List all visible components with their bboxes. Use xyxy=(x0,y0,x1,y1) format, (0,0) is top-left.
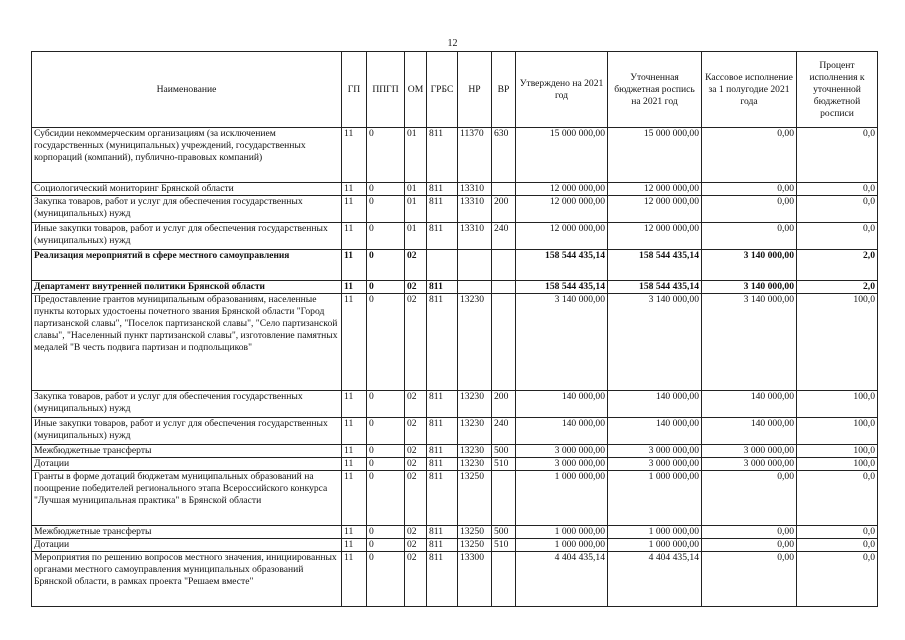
cell-grbs: 811 xyxy=(427,526,458,539)
cell-om: 02 xyxy=(405,526,427,539)
cell-vr xyxy=(492,281,516,294)
cell-np: 13310 xyxy=(458,223,492,250)
cell-gp: 11 xyxy=(342,183,367,196)
cell-percent: 2,0 xyxy=(797,281,878,294)
cell-grbs: 811 xyxy=(427,183,458,196)
header-grbs: ГРБС xyxy=(427,52,458,128)
cell-gp: 11 xyxy=(342,223,367,250)
cell-refined: 3 000 000,00 xyxy=(608,458,702,471)
cell-name: Реализация мероприятий в сфере местного самоуправления xyxy=(32,250,342,281)
cell-approved: 4 404 435,14 xyxy=(516,552,608,607)
cell-om: 02 xyxy=(405,294,427,391)
cell-percent: 0,0 xyxy=(797,196,878,223)
cell-grbs: 811 xyxy=(427,196,458,223)
cell-ppgp: 0 xyxy=(367,196,405,223)
cell-cash: 0,00 xyxy=(702,128,797,183)
cell-percent: 0,0 xyxy=(797,183,878,196)
cell-om: 02 xyxy=(405,418,427,445)
cell-approved: 12 000 000,00 xyxy=(516,183,608,196)
cell-gp: 11 xyxy=(342,526,367,539)
cell-ppgp: 0 xyxy=(367,418,405,445)
cell-om: 01 xyxy=(405,183,427,196)
cell-percent: 0,0 xyxy=(797,526,878,539)
table-row xyxy=(32,391,878,418)
cell-np: 13250 xyxy=(458,471,492,526)
cell-name: Гранты в форме дотаций бюджетам муниципальных образований на поощрение победителей регионального этапа Всероссийского конкурса "Лучшая муниципальная практика" в Брянской области xyxy=(32,471,342,526)
cell-percent: 100,0 xyxy=(797,458,878,471)
header-cash: Кассовое исполнение за 1 полугодие 2021 года xyxy=(702,52,797,128)
cell-refined: 15 000 000,00 xyxy=(608,128,702,183)
cell-approved: 1 000 000,00 xyxy=(516,471,608,526)
cell-name: Иные закупки товаров, работ и услуг для обеспечения государственных (муниципальных) нужд xyxy=(32,418,342,445)
table-row xyxy=(32,128,878,183)
cell-np: 13250 xyxy=(458,526,492,539)
cell-ppgp: 0 xyxy=(367,445,405,458)
table-row xyxy=(32,539,878,552)
cell-refined: 140 000,00 xyxy=(608,418,702,445)
cell-grbs: 811 xyxy=(427,294,458,391)
cell-percent: 100,0 xyxy=(797,391,878,418)
cell-vr xyxy=(492,294,516,391)
cell-refined: 1 000 000,00 xyxy=(608,526,702,539)
cell-cash: 3 140 000,00 xyxy=(702,250,797,281)
cell-percent: 2,0 xyxy=(797,250,878,281)
cell-np xyxy=(458,250,492,281)
cell-gp: 11 xyxy=(342,391,367,418)
cell-np: 13310 xyxy=(458,196,492,223)
cell-vr: 500 xyxy=(492,445,516,458)
cell-gp: 11 xyxy=(342,418,367,445)
cell-approved: 140 000,00 xyxy=(516,391,608,418)
header-approved: Утверждено на 2021 год xyxy=(516,52,608,128)
cell-gp: 11 xyxy=(342,445,367,458)
cell-cash: 3 000 000,00 xyxy=(702,445,797,458)
cell-ppgp: 0 xyxy=(367,458,405,471)
cell-ppgp: 0 xyxy=(367,539,405,552)
cell-cash: 0,00 xyxy=(702,552,797,607)
cell-gp: 11 xyxy=(342,128,367,183)
cell-vr: 240 xyxy=(492,223,516,250)
cell-refined: 3 000 000,00 xyxy=(608,445,702,458)
cell-approved: 140 000,00 xyxy=(516,418,608,445)
cell-gp: 11 xyxy=(342,552,367,607)
cell-refined: 3 140 000,00 xyxy=(608,294,702,391)
table-row xyxy=(32,223,878,250)
cell-approved: 1 000 000,00 xyxy=(516,526,608,539)
cell-np: 13230 xyxy=(458,458,492,471)
cell-name: Субсидии некоммерческим организациям (за исключением государственных (муниципальных) учреждений, государственных корпораций (компаний), публично-правовых компаний) xyxy=(32,128,342,183)
cell-gp: 11 xyxy=(342,294,367,391)
table-row xyxy=(32,250,878,281)
cell-cash: 0,00 xyxy=(702,183,797,196)
cell-cash: 0,00 xyxy=(702,539,797,552)
header-name: Наименование xyxy=(32,52,342,128)
table-row xyxy=(32,445,878,458)
cell-ppgp: 0 xyxy=(367,552,405,607)
cell-cash: 0,00 xyxy=(702,471,797,526)
cell-vr: 200 xyxy=(492,196,516,223)
cell-grbs: 811 xyxy=(427,391,458,418)
cell-grbs xyxy=(427,250,458,281)
cell-vr xyxy=(492,552,516,607)
table-row xyxy=(32,471,878,526)
header-row xyxy=(32,52,878,128)
cell-np: 13230 xyxy=(458,418,492,445)
cell-om: 01 xyxy=(405,223,427,250)
cell-name: Межбюджетные трансферты xyxy=(32,445,342,458)
cell-refined: 158 544 435,14 xyxy=(608,250,702,281)
cell-grbs: 811 xyxy=(427,552,458,607)
cell-name: Закупка товаров, работ и услуг для обеспечения государственных (муниципальных) нужд xyxy=(32,391,342,418)
cell-ppgp: 0 xyxy=(367,526,405,539)
cell-approved: 158 544 435,14 xyxy=(516,281,608,294)
cell-vr: 500 xyxy=(492,526,516,539)
cell-grbs: 811 xyxy=(427,128,458,183)
cell-om: 01 xyxy=(405,128,427,183)
cell-vr xyxy=(492,250,516,281)
budget-table xyxy=(31,51,878,607)
cell-refined: 4 404 435,14 xyxy=(608,552,702,607)
cell-grbs: 811 xyxy=(427,445,458,458)
cell-np: 13300 xyxy=(458,552,492,607)
cell-ppgp: 0 xyxy=(367,128,405,183)
cell-name: Мероприятия по решению вопросов местного значения, инициированных органами местного самоуправления муниципальных образований Брянской области, в рамках проекта "Решаем вместе" xyxy=(32,552,342,607)
table-row xyxy=(32,183,878,196)
cell-vr xyxy=(492,183,516,196)
cell-name: Закупка товаров, работ и услуг для обеспечения государственных (муниципальных) нужд xyxy=(32,196,342,223)
cell-gp: 11 xyxy=(342,196,367,223)
cell-cash: 0,00 xyxy=(702,223,797,250)
table-row xyxy=(32,526,878,539)
cell-gp: 11 xyxy=(342,250,367,281)
table-row xyxy=(32,294,878,391)
table-row xyxy=(32,552,878,607)
cell-ppgp: 0 xyxy=(367,294,405,391)
cell-refined: 12 000 000,00 xyxy=(608,183,702,196)
page-number: 12 xyxy=(447,38,458,49)
cell-np xyxy=(458,281,492,294)
cell-approved: 1 000 000,00 xyxy=(516,539,608,552)
cell-ppgp: 0 xyxy=(367,281,405,294)
cell-percent: 100,0 xyxy=(797,294,878,391)
cell-name: Социологический мониторинг Брянской области xyxy=(32,183,342,196)
table-row xyxy=(32,281,878,294)
cell-percent: 0,0 xyxy=(797,471,878,526)
cell-om: 01 xyxy=(405,196,427,223)
cell-approved: 3 000 000,00 xyxy=(516,445,608,458)
cell-np: 11370 xyxy=(458,128,492,183)
cell-om: 02 xyxy=(405,471,427,526)
cell-approved: 15 000 000,00 xyxy=(516,128,608,183)
cell-om: 02 xyxy=(405,552,427,607)
cell-om: 02 xyxy=(405,539,427,552)
cell-gp: 11 xyxy=(342,539,367,552)
cell-refined: 158 544 435,14 xyxy=(608,281,702,294)
cell-vr: 510 xyxy=(492,539,516,552)
cell-np: 13310 xyxy=(458,183,492,196)
cell-name: Дотации xyxy=(32,458,342,471)
cell-gp: 11 xyxy=(342,458,367,471)
cell-approved: 158 544 435,14 xyxy=(516,250,608,281)
cell-grbs: 811 xyxy=(427,471,458,526)
header-refined: Уточненная бюджетная роспись на 2021 год xyxy=(608,52,702,128)
cell-refined: 12 000 000,00 xyxy=(608,223,702,250)
cell-om: 02 xyxy=(405,281,427,294)
cell-cash: 140 000,00 xyxy=(702,418,797,445)
cell-np: 13250 xyxy=(458,539,492,552)
cell-grbs: 811 xyxy=(427,458,458,471)
cell-refined: 140 000,00 xyxy=(608,391,702,418)
cell-om: 02 xyxy=(405,250,427,281)
cell-approved: 3 140 000,00 xyxy=(516,294,608,391)
cell-om: 02 xyxy=(405,458,427,471)
cell-name: Межбюджетные трансферты xyxy=(32,526,342,539)
header-ppgp: ППГП xyxy=(367,52,405,128)
cell-np: 13230 xyxy=(458,391,492,418)
cell-approved: 3 000 000,00 xyxy=(516,458,608,471)
cell-vr: 200 xyxy=(492,391,516,418)
cell-grbs: 811 xyxy=(427,281,458,294)
cell-ppgp: 0 xyxy=(367,471,405,526)
table-row xyxy=(32,418,878,445)
cell-np: 13230 xyxy=(458,294,492,391)
cell-vr: 510 xyxy=(492,458,516,471)
cell-np: 13230 xyxy=(458,445,492,458)
cell-grbs: 811 xyxy=(427,418,458,445)
cell-grbs: 811 xyxy=(427,223,458,250)
cell-cash: 140 000,00 xyxy=(702,391,797,418)
cell-refined: 12 000 000,00 xyxy=(608,196,702,223)
cell-cash: 0,00 xyxy=(702,196,797,223)
cell-vr: 240 xyxy=(492,418,516,445)
header-percent: Процент исполнения к уточненной бюджетной росписи xyxy=(797,52,878,128)
cell-percent: 100,0 xyxy=(797,445,878,458)
cell-om: 02 xyxy=(405,391,427,418)
cell-name: Предоставление грантов муниципальным образованиям, населенные пункты которых удостоены почетного звания Брянской области "Город партизанской славы", "Поселок партизанской славы", "Село партизанской славы", "Населенный пункт партизанской славы", изготовление памятных медалей "В честь подвига партизан и подпольщиков" xyxy=(32,294,342,391)
cell-cash: 3 140 000,00 xyxy=(702,294,797,391)
cell-vr xyxy=(492,471,516,526)
cell-cash: 3 000 000,00 xyxy=(702,458,797,471)
cell-ppgp: 0 xyxy=(367,183,405,196)
header-vr: ВР xyxy=(492,52,516,128)
cell-refined: 1 000 000,00 xyxy=(608,471,702,526)
cell-name: Иные закупки товаров, работ и услуг для обеспечения государственных (муниципальных) нужд xyxy=(32,223,342,250)
header-np: НР xyxy=(458,52,492,128)
cell-percent: 0,0 xyxy=(797,552,878,607)
header-om: ОМ xyxy=(405,52,427,128)
cell-percent: 100,0 xyxy=(797,418,878,445)
cell-name: Департамент внутренней политики Брянской области xyxy=(32,281,342,294)
cell-cash: 3 140 000,00 xyxy=(702,281,797,294)
cell-vr: 630 xyxy=(492,128,516,183)
cell-percent: 0,0 xyxy=(797,539,878,552)
header-gp: ГП xyxy=(342,52,367,128)
table-row xyxy=(32,458,878,471)
cell-approved: 12 000 000,00 xyxy=(516,223,608,250)
cell-approved: 12 000 000,00 xyxy=(516,196,608,223)
table-row xyxy=(32,196,878,223)
cell-cash: 0,00 xyxy=(702,526,797,539)
cell-gp: 11 xyxy=(342,281,367,294)
cell-refined: 1 000 000,00 xyxy=(608,539,702,552)
cell-gp: 11 xyxy=(342,471,367,526)
cell-percent: 0,0 xyxy=(797,223,878,250)
cell-grbs: 811 xyxy=(427,539,458,552)
cell-ppgp: 0 xyxy=(367,223,405,250)
cell-om: 02 xyxy=(405,445,427,458)
cell-name: Дотации xyxy=(32,539,342,552)
cell-ppgp: 0 xyxy=(367,250,405,281)
cell-ppgp: 0 xyxy=(367,391,405,418)
cell-percent: 0,0 xyxy=(797,128,878,183)
